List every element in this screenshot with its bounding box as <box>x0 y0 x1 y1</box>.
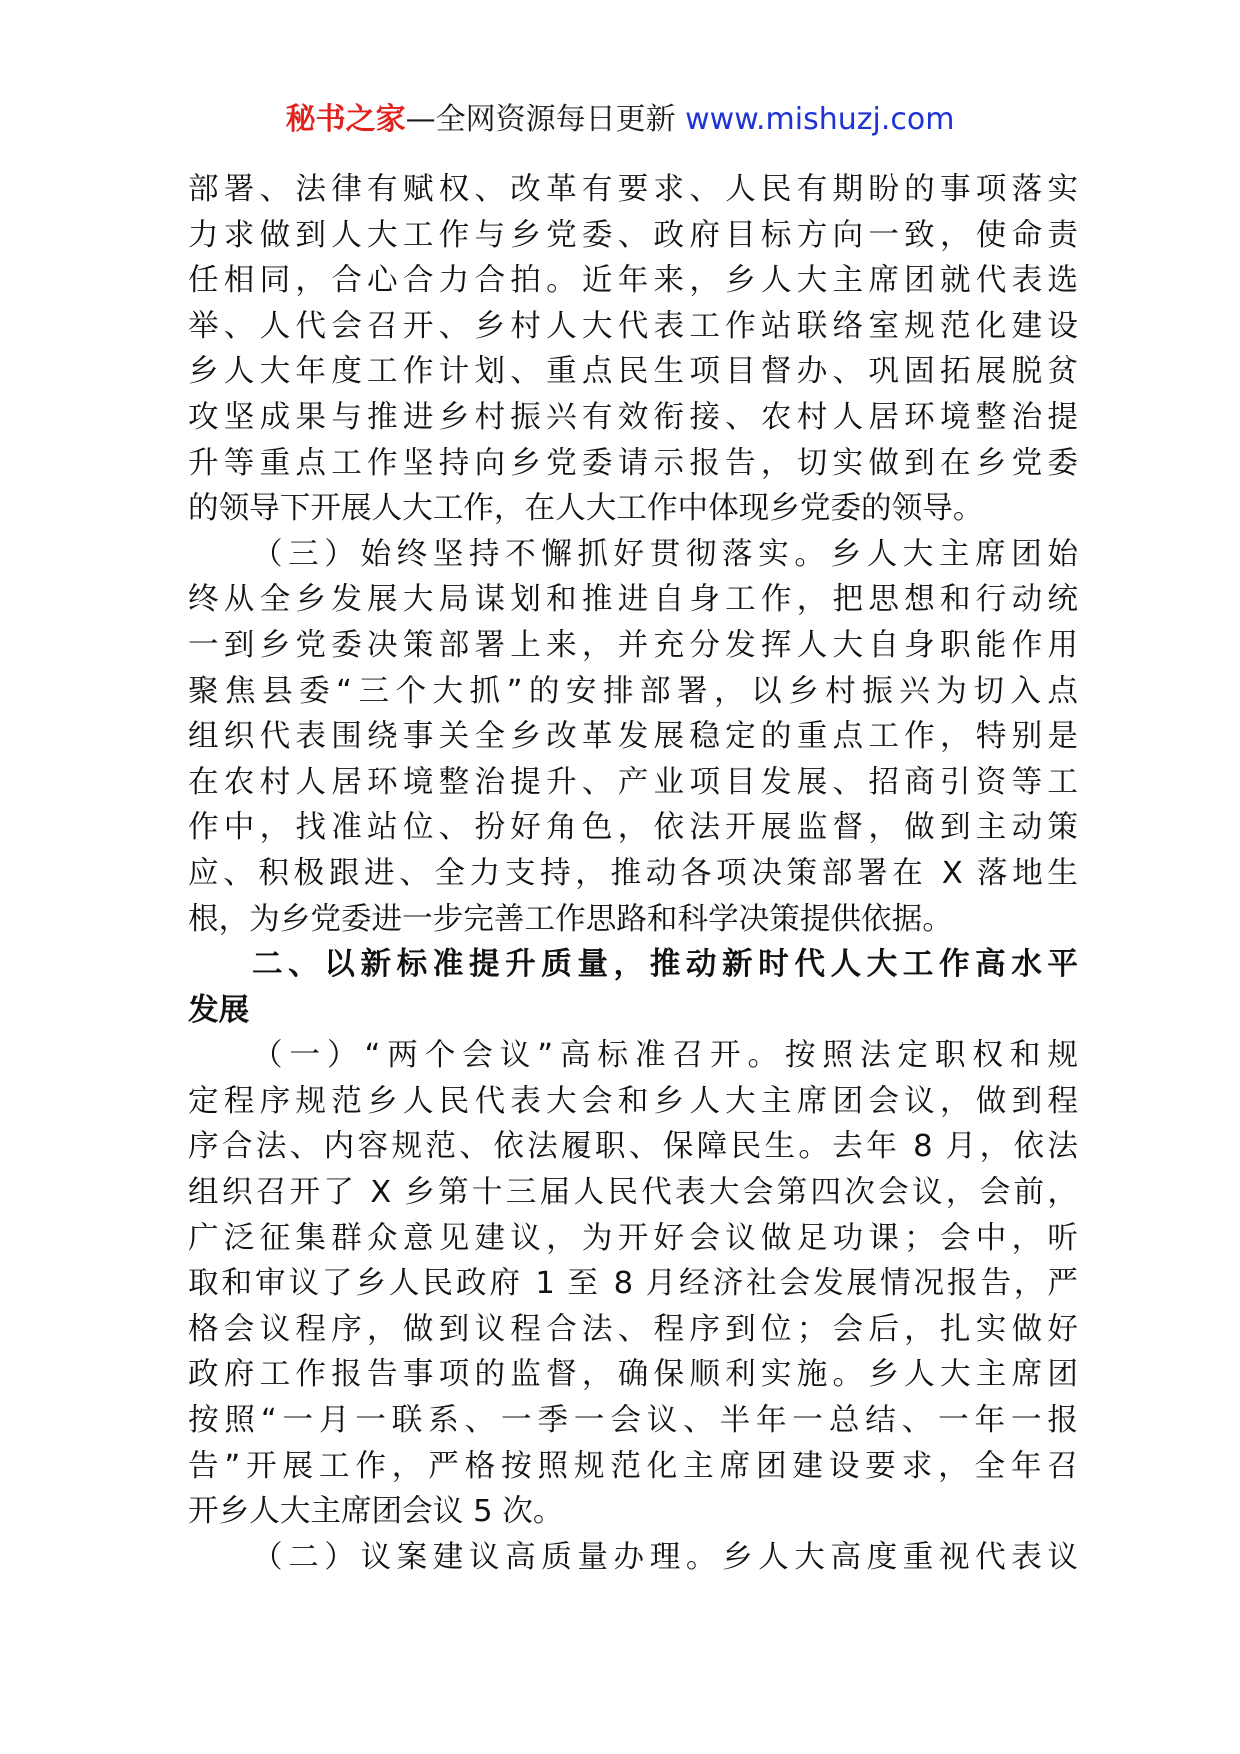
text-line: 乡人大年度工作计划、重点民生项目督办、巩固拓展脱贫 <box>188 354 1078 390</box>
document-body <box>188 167 1078 1580</box>
text-line: 组织召开了 X 乡第十三届人民代表大会第四次会议，会前， <box>188 1175 1078 1211</box>
text-line: 终从全乡发展大局谋划和推进自身工作，把思想和行动统 <box>188 582 1078 618</box>
header-brand: 秘书之家 <box>285 102 406 137</box>
text-line: 组织代表围绕事关全乡改革发展稳定的重点工作，特别是 <box>188 719 1078 755</box>
text-line: 序合法、内容规范、依法履职、保障民生。去年 8 月，依法 <box>188 1129 1078 1165</box>
text-line: 开乡人大主席团会议 5 次。 <box>188 1494 564 1530</box>
header-slogan: —全网资源每日更新 <box>405 102 676 137</box>
text-line: 格会议程序，做到议程合法、程序到位；会后，扎实做好 <box>188 1311 1078 1347</box>
subsection-heading-line: （一）“两个会议”高标准召开。按照法定职权和规 <box>252 1038 1078 1074</box>
page-header <box>0 100 1240 140</box>
text-line: 作中，找准站位、扮好角色，依法开展监督，做到主动策 <box>188 810 1078 846</box>
text-line: 攻坚成果与推进乡村振兴有效衔接、农村人居环境整治提 <box>188 399 1078 435</box>
text-line: 定程序规范乡人民代表大会和乡人大主席团会议，做到程 <box>188 1083 1078 1119</box>
text-line: 升等重点工作坚持向乡党委请示报告，切实做到在乡党委 <box>188 445 1078 481</box>
text-line: 部署、法律有赋权、改革有要求、人民有期盼的事项落实 <box>188 172 1078 207</box>
subsection-heading-line: （三）始终坚持不懈抓好贯彻落实。乡人大主席团始 <box>252 536 1078 572</box>
text-line: 的领导下开展人大工作，在人大工作中体现乡党委的领导。 <box>188 491 984 527</box>
section-heading-continued: 发展 <box>188 992 250 1028</box>
header-url-link[interactable]: www.mishuzj.com <box>685 102 955 137</box>
text-line: 告”开展工作，严格按照规范化主席团建设要求，全年召 <box>188 1448 1078 1484</box>
text-line: 一到乡党委决策部署上来，并充分发挥人大自身职能作用 <box>188 627 1078 663</box>
text-line: 取和审议了乡人民政府 1 至 8 月经济社会发展情况报告，严 <box>188 1266 1078 1302</box>
text-line: 按照“一月一联系、一季一会议、半年一总结、一年一报 <box>188 1403 1078 1439</box>
text-line: 力求做到人大工作与乡党委、政府目标方向一致，使命责 <box>188 217 1078 253</box>
text-line: 任相同，合心合力合拍。近年来，乡人大主席团就代表选 <box>188 263 1078 299</box>
text-line: 广泛征集群众意见建议，为开好会议做足功课；会中，听 <box>188 1220 1078 1256</box>
text-line: 在农村人居环境整治提升、产业项目发展、招商引资等工 <box>188 764 1078 800</box>
text-line: 根，为乡党委进一步完善工作思路和科学决策提供依据。 <box>188 901 953 937</box>
text-line: 应、积极跟进、全力支持，推动各项决策部署在 X 落地生 <box>188 855 1078 891</box>
subsection-heading-line: （二）议案建议高质量办理。乡人大高度重视代表议 <box>252 1539 1078 1575</box>
text-line: 政府工作报告事项的监督，确保顺利实施。乡人大主席团 <box>188 1357 1078 1393</box>
text-line: 举、人代会召开、乡村人大代表工作站联络室规范化建设 <box>188 308 1078 344</box>
text-line: 聚焦县委“三个大抓”的安排部署，以乡村振兴为切入点 <box>188 673 1078 709</box>
section-heading: 二、以新标准提升质量，推动新时代人大工作高水平 <box>252 947 1078 983</box>
